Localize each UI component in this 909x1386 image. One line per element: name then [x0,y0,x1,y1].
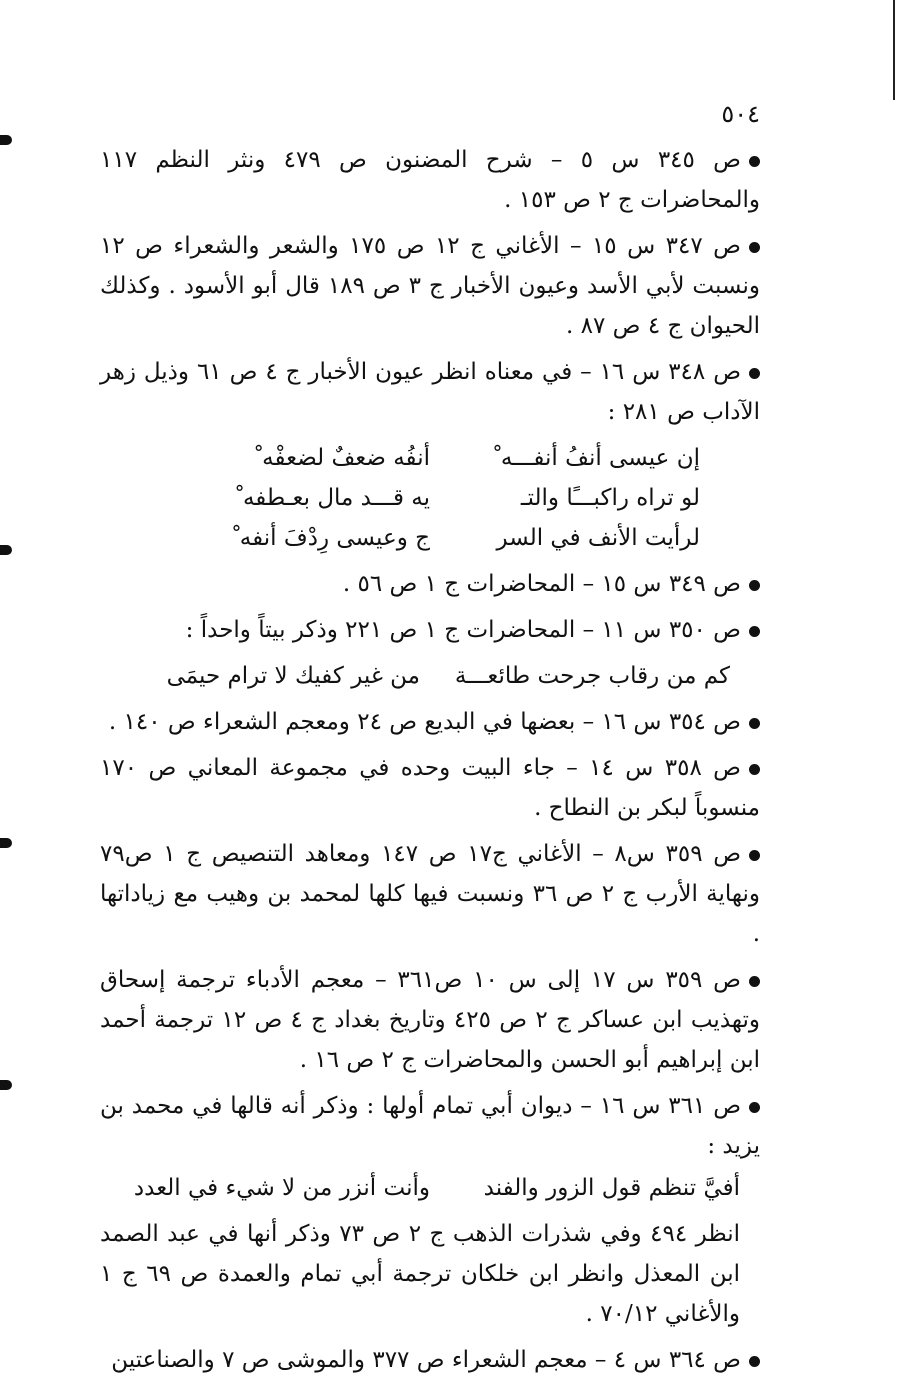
bullet-icon [749,764,760,775]
scan-edge-mark [0,1080,12,1090]
bullet-icon [749,850,760,861]
note-entry: ص ٣٦١ س ١٦ – ديوان أبي تمام أولها : وذكر أنه قالها في محمد بن يزيد : [100,1093,760,1159]
note-entry: ص ٣٤٧ س ١٥ – الأغاني ج ١٢ ص ١٧٥ والشعر والشعراء ص ١٢ ونسبت لأبي الأسد وعيون الأخبار ج ٣ ص ١٨٩ قال أبو الأسود . وكذلك الحيوان ج ٤ ص ٨٧ . [100,233,760,339]
note-entry: ص ٣٥٠ س ١١ – المحاضرات ج ١ ص ٢٢١ وذكر بيتاً واحداً : [100,610,760,650]
bullet-icon [749,1356,760,1367]
bullet-icon [749,580,760,591]
verse-first-hemistich: كم من رقاب جرحت طائعـــة [454,663,730,689]
verse-second-hemistich: من غير كفيك لا ترام حيمَى [166,663,420,689]
poem-verses [100,656,760,696]
verse-first-hemistich: أفيَّ تنظم قول الزور والفند [483,1175,740,1201]
verse-line [100,656,730,696]
note-entry: ص ٣٥٩ س ١٧ إلى س ١٠ ص٣٦١ – معجم الأدباء ترجمة إسحاق وتهذيب ابن عساكر ج ٢ ص ٤٢٥ وتاريخ بغداد ج ٤ ص ١٢ ترجمة أحمد ابن إبراهيم أبو الحسن والمحاضرات ج ٢ ص ١٦ . [100,967,760,1073]
verse-line [100,438,700,478]
bullet-icon [749,976,760,987]
verse-line [100,478,700,518]
bullet-icon [749,156,760,167]
poem-verses [100,438,760,558]
note-entry: ص ٣٥٨ س ١٤ – جاء البيت وحده في مجموعة المعاني ص ١٧٠ منسوباً لبكر بن النطاح . [100,755,760,821]
verse-first-hemistich: لو تراه راكبـــًا والتـ [520,485,700,511]
verse-second-hemistich: ج وعيسى رِدْفَ أنفه ْ [233,525,430,551]
bullet-icon [749,242,760,253]
verse-second-hemistich: يه قـــد مال بعـطفه ْ [236,485,430,511]
note-continuation: انظر ٤٩٤ وفي شذرات الذهب ج ٢ ص ٧٣ وذكر أنها في عبد الصمد ابن المعذل وانظر ابن خلكان ترجمة أبي تمام والعمدة ص ٦٩ ج ١ والأغاني ٧٠/١٢ . [100,1221,740,1327]
bullet-icon [749,1102,760,1113]
verse-first-hemistich: إن عيسى أنفُ أنفـــه ْ [494,445,700,471]
note-entry: ص ٣٤٩ س ١٥ – المحاضرات ج ١ ص ٥٦ . [100,564,760,604]
note-entry: ص ٣٤٨ س ١٦ – في معناه انظر عيون الأخبار ج ٤ ص ٦١ وذيل زهر الآداب ص ٢٨١ : [100,359,760,425]
note-entry: ص ٣٥٤ س ١٦ – بعضها في البديع ص ٢٤ ومعجم الشعراء ص ١٤٠ . [100,702,760,742]
notes-body [100,140,760,1386]
scan-edge-mark [0,135,12,145]
page-edge-rule [893,0,895,100]
scan-edge-mark [0,545,12,555]
verse-second-hemistich: أنفُه ضعفٌ لضعفْه ْ [255,445,430,471]
note-entry: ص ٣٦٤ س ٤ – معجم الشعراء ص ٣٧٧ والموشى ص ٧ والصناعتين [100,1340,760,1380]
note-entry: ص ٣٥٩ س٨ – الأغاني ج١٧ ص ١٤٧ ومعاهد التنصيص ج ١ ص٧٩ ونهاية الأرب ج ٢ ص ٣٦ ونسبت فيها كلها لمحمد بن وهيب مع زياداتها . [100,841,760,947]
bullet-icon [749,368,760,379]
page-number: ٥٠٤ [721,100,760,128]
verse-line [100,518,700,558]
bullet-icon [749,718,760,729]
poem-verses [100,1168,760,1208]
note-entry: ص ٣٤٥ س ٥ – شرح المضنون ص ٤٧٩ ونثر النظم ١١٧ والمحاضرات ج ٢ ص ١٥٣ . [100,147,760,213]
verse-first-hemistich: لرأيت الأنف في السر [496,525,700,551]
verse-second-hemistich: وأنت أنزر من لا شيء في العدد [133,1175,430,1201]
scan-edge-mark [0,838,12,848]
bullet-icon [749,626,760,637]
verse-line [100,1168,740,1208]
